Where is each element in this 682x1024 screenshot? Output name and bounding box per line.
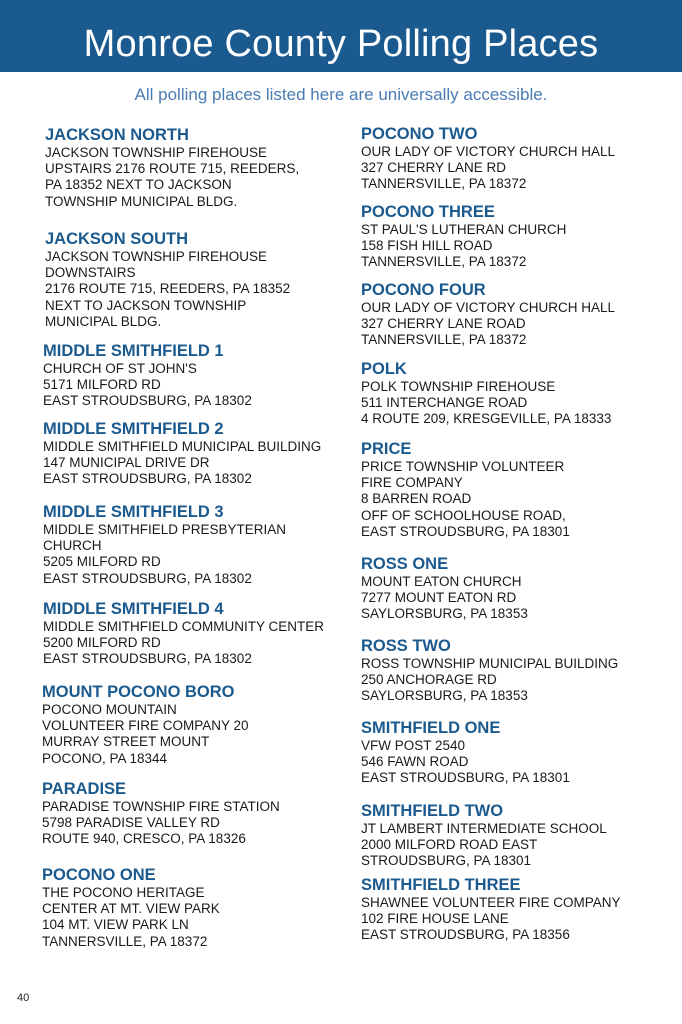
precinct-name: POLK <box>361 360 407 378</box>
polling-place-entry <box>361 281 615 349</box>
address-line: STROUDSBURG, PA 18301 <box>361 853 532 869</box>
address-line: TANNERSVILLE, PA 18372 <box>361 254 527 270</box>
address-line: TANNERSVILLE, PA 18372 <box>361 176 527 192</box>
address-line: FIRE COMPANY <box>361 475 463 491</box>
precinct-name: ROSS TWO <box>361 637 451 655</box>
address-line: EAST STROUDSBURG, PA 18301 <box>361 523 570 539</box>
address-line: 5171 MILFORD RD <box>43 377 161 393</box>
address-line: 7277 MOUNT EATON RD <box>361 590 517 606</box>
address-line: 546 FAWN ROAD <box>361 754 469 770</box>
precinct-name: MIDDLE SMITHFIELD 3 <box>43 503 224 521</box>
address-line: ROSS TOWNSHIP MUNICIPAL BUILDING <box>361 656 619 671</box>
precinct-name: SMITHFIELD TWO <box>361 802 504 820</box>
address-line: SAYLORSBURG, PA 18353 <box>361 606 528 622</box>
address-line: 147 MUNICIPAL DRIVE DR <box>43 455 210 471</box>
address-line: OFF OF SCHOOLHOUSE ROAD, <box>361 507 566 523</box>
polling-place-entry <box>361 203 566 271</box>
address-line: MURRAY STREET MOUNT <box>42 734 210 750</box>
address-line: EAST STROUDSBURG, PA 18302 <box>43 651 252 667</box>
address-line: TANNERSVILLE, PA 18372 <box>42 933 208 949</box>
address-line: EAST STROUDSBURG, PA 18302 <box>43 393 252 409</box>
address-line: 102 FIRE HOUSE LANE <box>361 911 509 927</box>
precinct-name: ROSS ONE <box>361 555 449 573</box>
address-line: SHAWNEE VOLUNTEER FIRE COMPANY <box>361 895 621 910</box>
address-line: JT LAMBERT INTERMEDIATE SCHOOL <box>361 821 607 836</box>
polling-place-entry <box>361 802 607 870</box>
address-line: 2176 ROUTE 715, REEDERS, PA 18352 <box>45 281 291 297</box>
address-line: POCONO, PA 18344 <box>42 750 168 766</box>
address-line: VOLUNTEER FIRE COMPANY 20 <box>42 718 249 734</box>
address-line: POLK TOWNSHIP FIREHOUSE <box>361 379 556 394</box>
polling-place-entry <box>361 360 611 428</box>
address-line: TANNERSVILLE, PA 18372 <box>361 332 527 348</box>
address-line: 511 INTERCHANGE ROAD <box>361 395 528 411</box>
precinct-name: JACKSON NORTH <box>45 126 189 144</box>
precinct-name: PRICE <box>361 440 412 458</box>
address-line: ROUTE 940, CRESCO, PA 18326 <box>42 831 246 847</box>
address-line: 8 BARREN ROAD <box>361 491 472 507</box>
precinct-name: POCONO TWO <box>361 125 478 143</box>
address-line: OUR LADY OF VICTORY CHURCH HALL <box>361 300 616 315</box>
polling-place-entry <box>361 440 570 540</box>
polling-place-entry <box>361 719 570 787</box>
precinct-name: POCONO ONE <box>42 866 156 884</box>
address-line: ST PAUL'S LUTHERAN CHURCH <box>361 222 567 237</box>
address-line: 158 FISH HILL ROAD <box>361 238 493 254</box>
address-line: EAST STROUDSBURG, PA 18302 <box>43 471 252 487</box>
polling-place-entry <box>361 876 621 944</box>
address-line: SAYLORSBURG, PA 18353 <box>361 688 528 704</box>
address-line: PARADISE TOWNSHIP FIRE STATION <box>42 799 280 814</box>
precinct-name: SMITHFIELD ONE <box>361 719 501 737</box>
address-line: CENTER AT MT. VIEW PARK <box>42 901 220 917</box>
address-line: 5205 MILFORD RD <box>43 554 161 570</box>
address-line: POCONO MOUNTAIN <box>42 702 177 717</box>
precinct-name: MOUNT POCONO BORO <box>42 683 235 701</box>
address-line: VFW POST 2540 <box>361 738 466 753</box>
address-line: 4 ROUTE 209, KRESGEVILLE, PA 18333 <box>361 411 612 427</box>
address-line: 327 CHERRY LANE ROAD <box>361 316 526 332</box>
address-line: 2000 MILFORD ROAD EAST <box>361 837 538 853</box>
polling-place-entry <box>361 555 528 623</box>
address-line: MOUNT EATON CHURCH <box>361 574 522 589</box>
polling-place-entry <box>361 125 615 193</box>
precinct-name: MIDDLE SMITHFIELD 4 <box>43 600 224 618</box>
precinct-name: MIDDLE SMITHFIELD 2 <box>43 420 224 438</box>
address-line: 327 CHERRY LANE RD <box>361 160 507 176</box>
precinct-name: POCONO THREE <box>361 203 495 221</box>
address-line: DOWNSTAIRS <box>45 265 136 281</box>
address-line: NEXT TO JACKSON TOWNSHIP <box>45 297 247 313</box>
address-line: TOWNSHIP MUNICIPAL BLDG. <box>45 193 238 209</box>
page-number: 40 <box>17 992 30 1004</box>
address-line: EAST STROUDSBURG, PA 18356 <box>361 927 570 943</box>
precinct-name: JACKSON SOUTH <box>45 230 189 248</box>
address-line: MIDDLE SMITHFIELD MUNICIPAL BUILDING <box>43 439 322 454</box>
address-line: 250 ANCHORAGE RD <box>361 672 497 688</box>
address-line: CHURCH <box>43 538 102 554</box>
page-subtitle: All polling places listed here are universally accessible. <box>134 85 548 104</box>
address-line: OUR LADY OF VICTORY CHURCH HALL <box>361 144 616 159</box>
address-line: EAST STROUDSBURG, PA 18302 <box>43 570 252 586</box>
address-line: THE POCONO HERITAGE <box>42 885 205 900</box>
address-line: PA 18352 NEXT TO JACKSON <box>45 177 232 193</box>
address-line: 5798 PARADISE VALLEY RD <box>42 815 220 831</box>
precinct-name: POCONO FOUR <box>361 281 486 299</box>
page-title: Monroe County Polling Places <box>83 23 599 65</box>
address-line: MUNICIPAL BLDG. <box>45 313 162 329</box>
address-line: MIDDLE SMITHFIELD COMMUNITY CENTER <box>43 619 325 634</box>
address-line: JACKSON TOWNSHIP FIREHOUSE <box>45 145 268 160</box>
precinct-name: PARADISE <box>42 780 127 798</box>
address-line: JACKSON TOWNSHIP FIREHOUSE <box>45 249 268 264</box>
address-line: 5200 MILFORD RD <box>43 635 161 651</box>
address-line: UPSTAIRS 2176 ROUTE 715, REEDERS, <box>45 161 300 177</box>
address-line: PRICE TOWNSHIP VOLUNTEER <box>361 459 565 474</box>
address-line: CHURCH OF ST JOHN'S <box>43 361 197 376</box>
precinct-name: SMITHFIELD THREE <box>361 876 521 894</box>
address-line: EAST STROUDSBURG, PA 18301 <box>361 770 570 786</box>
precinct-name: MIDDLE SMITHFIELD 1 <box>43 342 224 360</box>
polling-place-entry <box>361 637 618 705</box>
address-line: 104 MT. VIEW PARK LN <box>42 917 189 933</box>
address-line: MIDDLE SMITHFIELD PRESBYTERIAN <box>43 522 287 537</box>
